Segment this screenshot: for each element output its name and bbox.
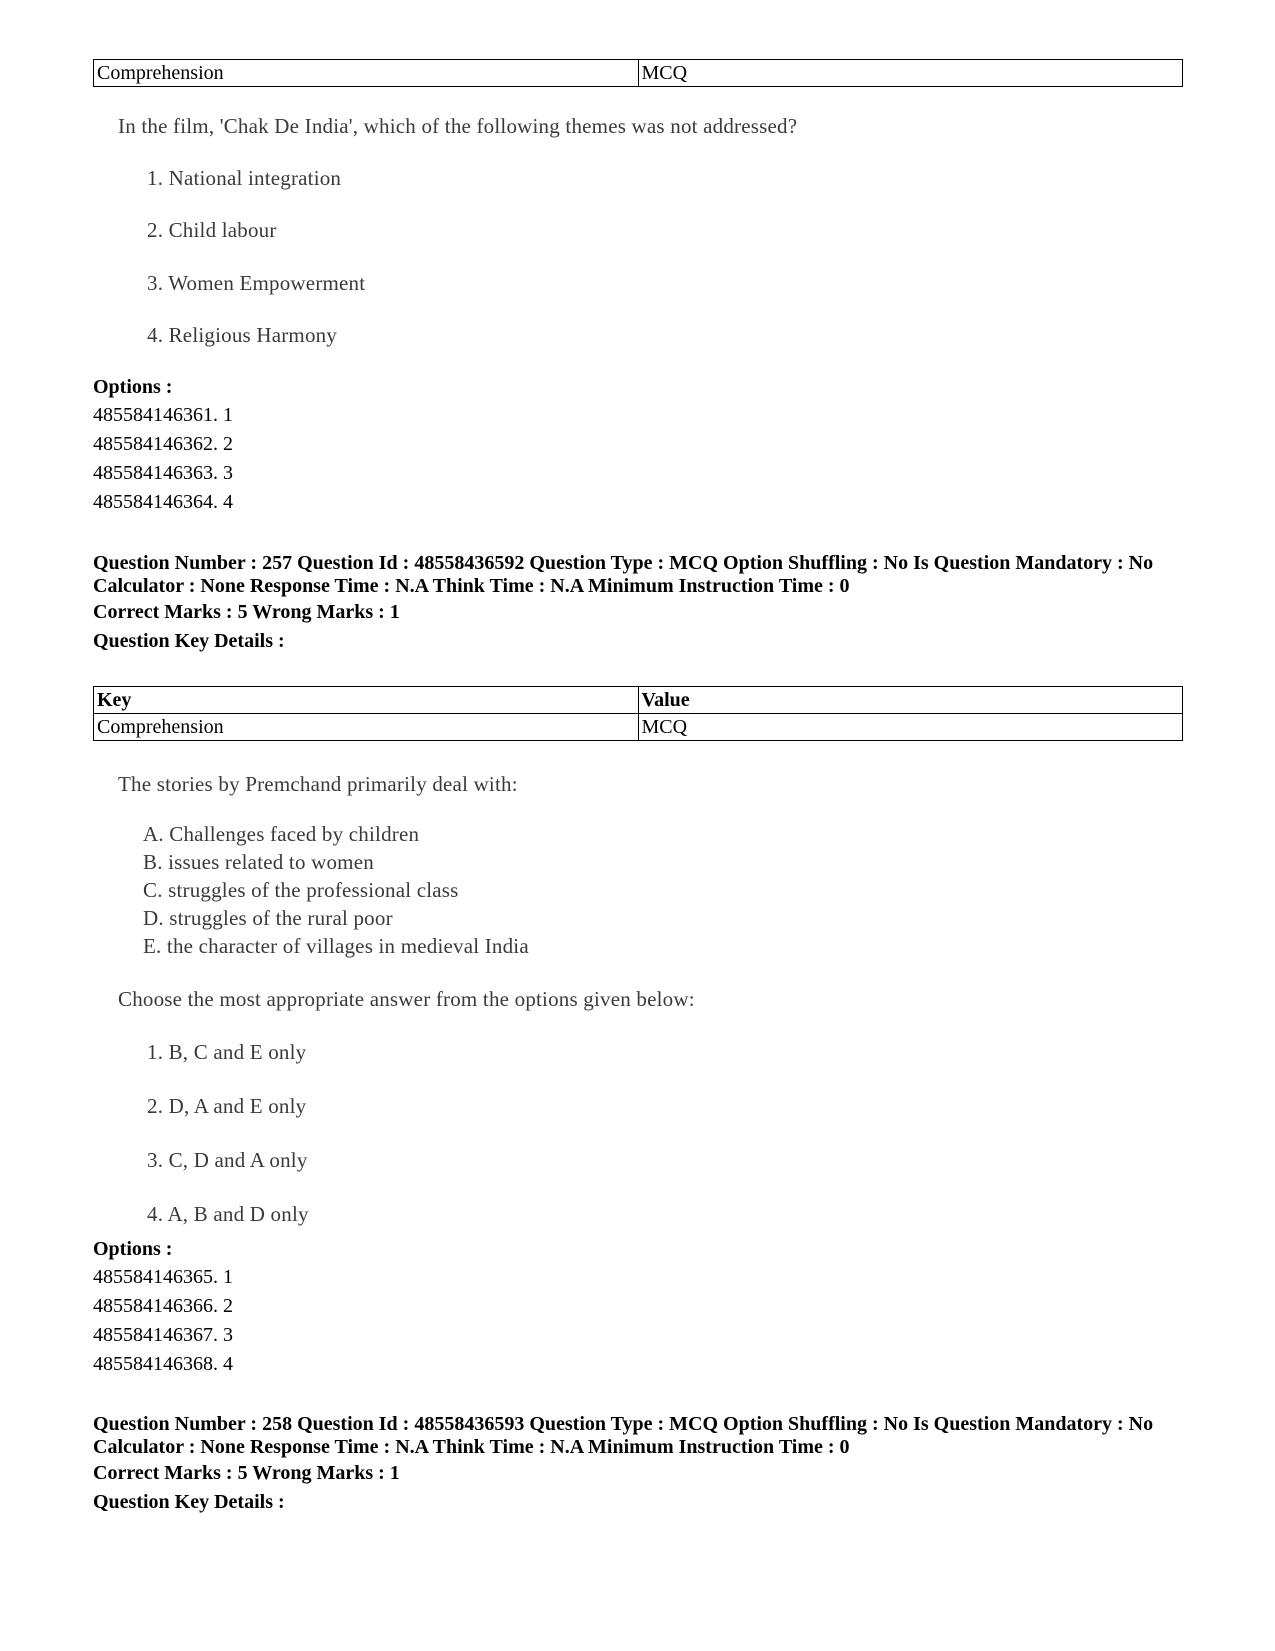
answer-choice: 1. National integration bbox=[147, 166, 342, 190]
key-header: Key bbox=[94, 687, 639, 714]
key-cell: Comprehension bbox=[94, 60, 639, 87]
options-label: Options : bbox=[93, 376, 173, 398]
options-block bbox=[93, 1235, 233, 1379]
statement-line: A. Challenges faced by children bbox=[143, 822, 420, 846]
answer-choice: 3. Women Empowerment bbox=[147, 271, 366, 295]
question-meta: Question Number : 257 Question Id : 48558436592 Question Type : MCQ Option Shuffling : No Is Question Mandatory : No Calculator : None Response Time : N.A Think Time : N.A Minimum Instruction Time : 0 bbox=[93, 552, 1154, 597]
option-line: 485584146362. 2 bbox=[93, 433, 233, 455]
statement-line: B. issues related to women bbox=[143, 850, 374, 874]
option-line: 485584146365. 1 bbox=[93, 1266, 233, 1288]
question-image bbox=[93, 112, 1183, 347]
option-line: 485584146364. 4 bbox=[93, 491, 233, 513]
value-cell: MCQ bbox=[638, 60, 1183, 87]
question-meta-block bbox=[93, 1413, 1183, 1517]
options-block bbox=[93, 373, 233, 517]
answer-choice: 4. Religious Harmony bbox=[147, 323, 338, 347]
answer-choice: 2. D, A and E only bbox=[147, 1094, 307, 1118]
option-line: 485584146361. 1 bbox=[93, 404, 233, 426]
option-line: 485584146368. 4 bbox=[93, 1353, 233, 1375]
question-stem: In the film, 'Chak De India', which of the following themes was not addressed? bbox=[118, 114, 798, 138]
answer-choice: 1. B, C and E only bbox=[147, 1040, 307, 1064]
key-details-label: Question Key Details : bbox=[93, 1491, 285, 1513]
question-key-table bbox=[93, 686, 1183, 741]
question-instruction: Choose the most appropriate answer from the options given below: bbox=[118, 987, 695, 1011]
answer-choice: 3. C, D and A only bbox=[147, 1148, 308, 1172]
option-line: 485584146366. 2 bbox=[93, 1295, 233, 1317]
question-meta-block bbox=[93, 552, 1183, 656]
question-key-table bbox=[93, 59, 1183, 87]
table-row bbox=[94, 60, 1183, 87]
value-cell: MCQ bbox=[638, 714, 1183, 741]
marks-line: Correct Marks : 5 Wrong Marks : 1 bbox=[93, 1462, 400, 1484]
value-header: Value bbox=[638, 687, 1183, 714]
statement-line: E. the character of villages in medieval India bbox=[143, 934, 529, 958]
key-cell: Comprehension bbox=[94, 714, 639, 741]
option-line: 485584146367. 3 bbox=[93, 1324, 233, 1346]
table-row bbox=[94, 714, 1183, 741]
option-line: 485584146363. 3 bbox=[93, 462, 233, 484]
answer-choice: 4. A, B and D only bbox=[147, 1202, 309, 1226]
question-image bbox=[93, 770, 1183, 1226]
options-label: Options : bbox=[93, 1238, 173, 1260]
statement-line: D. struggles of the rural poor bbox=[143, 906, 393, 930]
marks-line: Correct Marks : 5 Wrong Marks : 1 bbox=[93, 601, 400, 623]
table-header-row bbox=[94, 687, 1183, 714]
question-stem: The stories by Premchand primarily deal with: bbox=[118, 772, 518, 796]
question-meta: Question Number : 258 Question Id : 48558436593 Question Type : MCQ Option Shuffling : No Is Question Mandatory : No Calculator : None Response Time : N.A Think Time : N.A Minimum Instruction Time : 0 bbox=[93, 1413, 1154, 1458]
key-details-label: Question Key Details : bbox=[93, 630, 285, 652]
statement-line: C. struggles of the professional class bbox=[143, 878, 459, 902]
answer-choice: 2. Child labour bbox=[147, 218, 277, 242]
